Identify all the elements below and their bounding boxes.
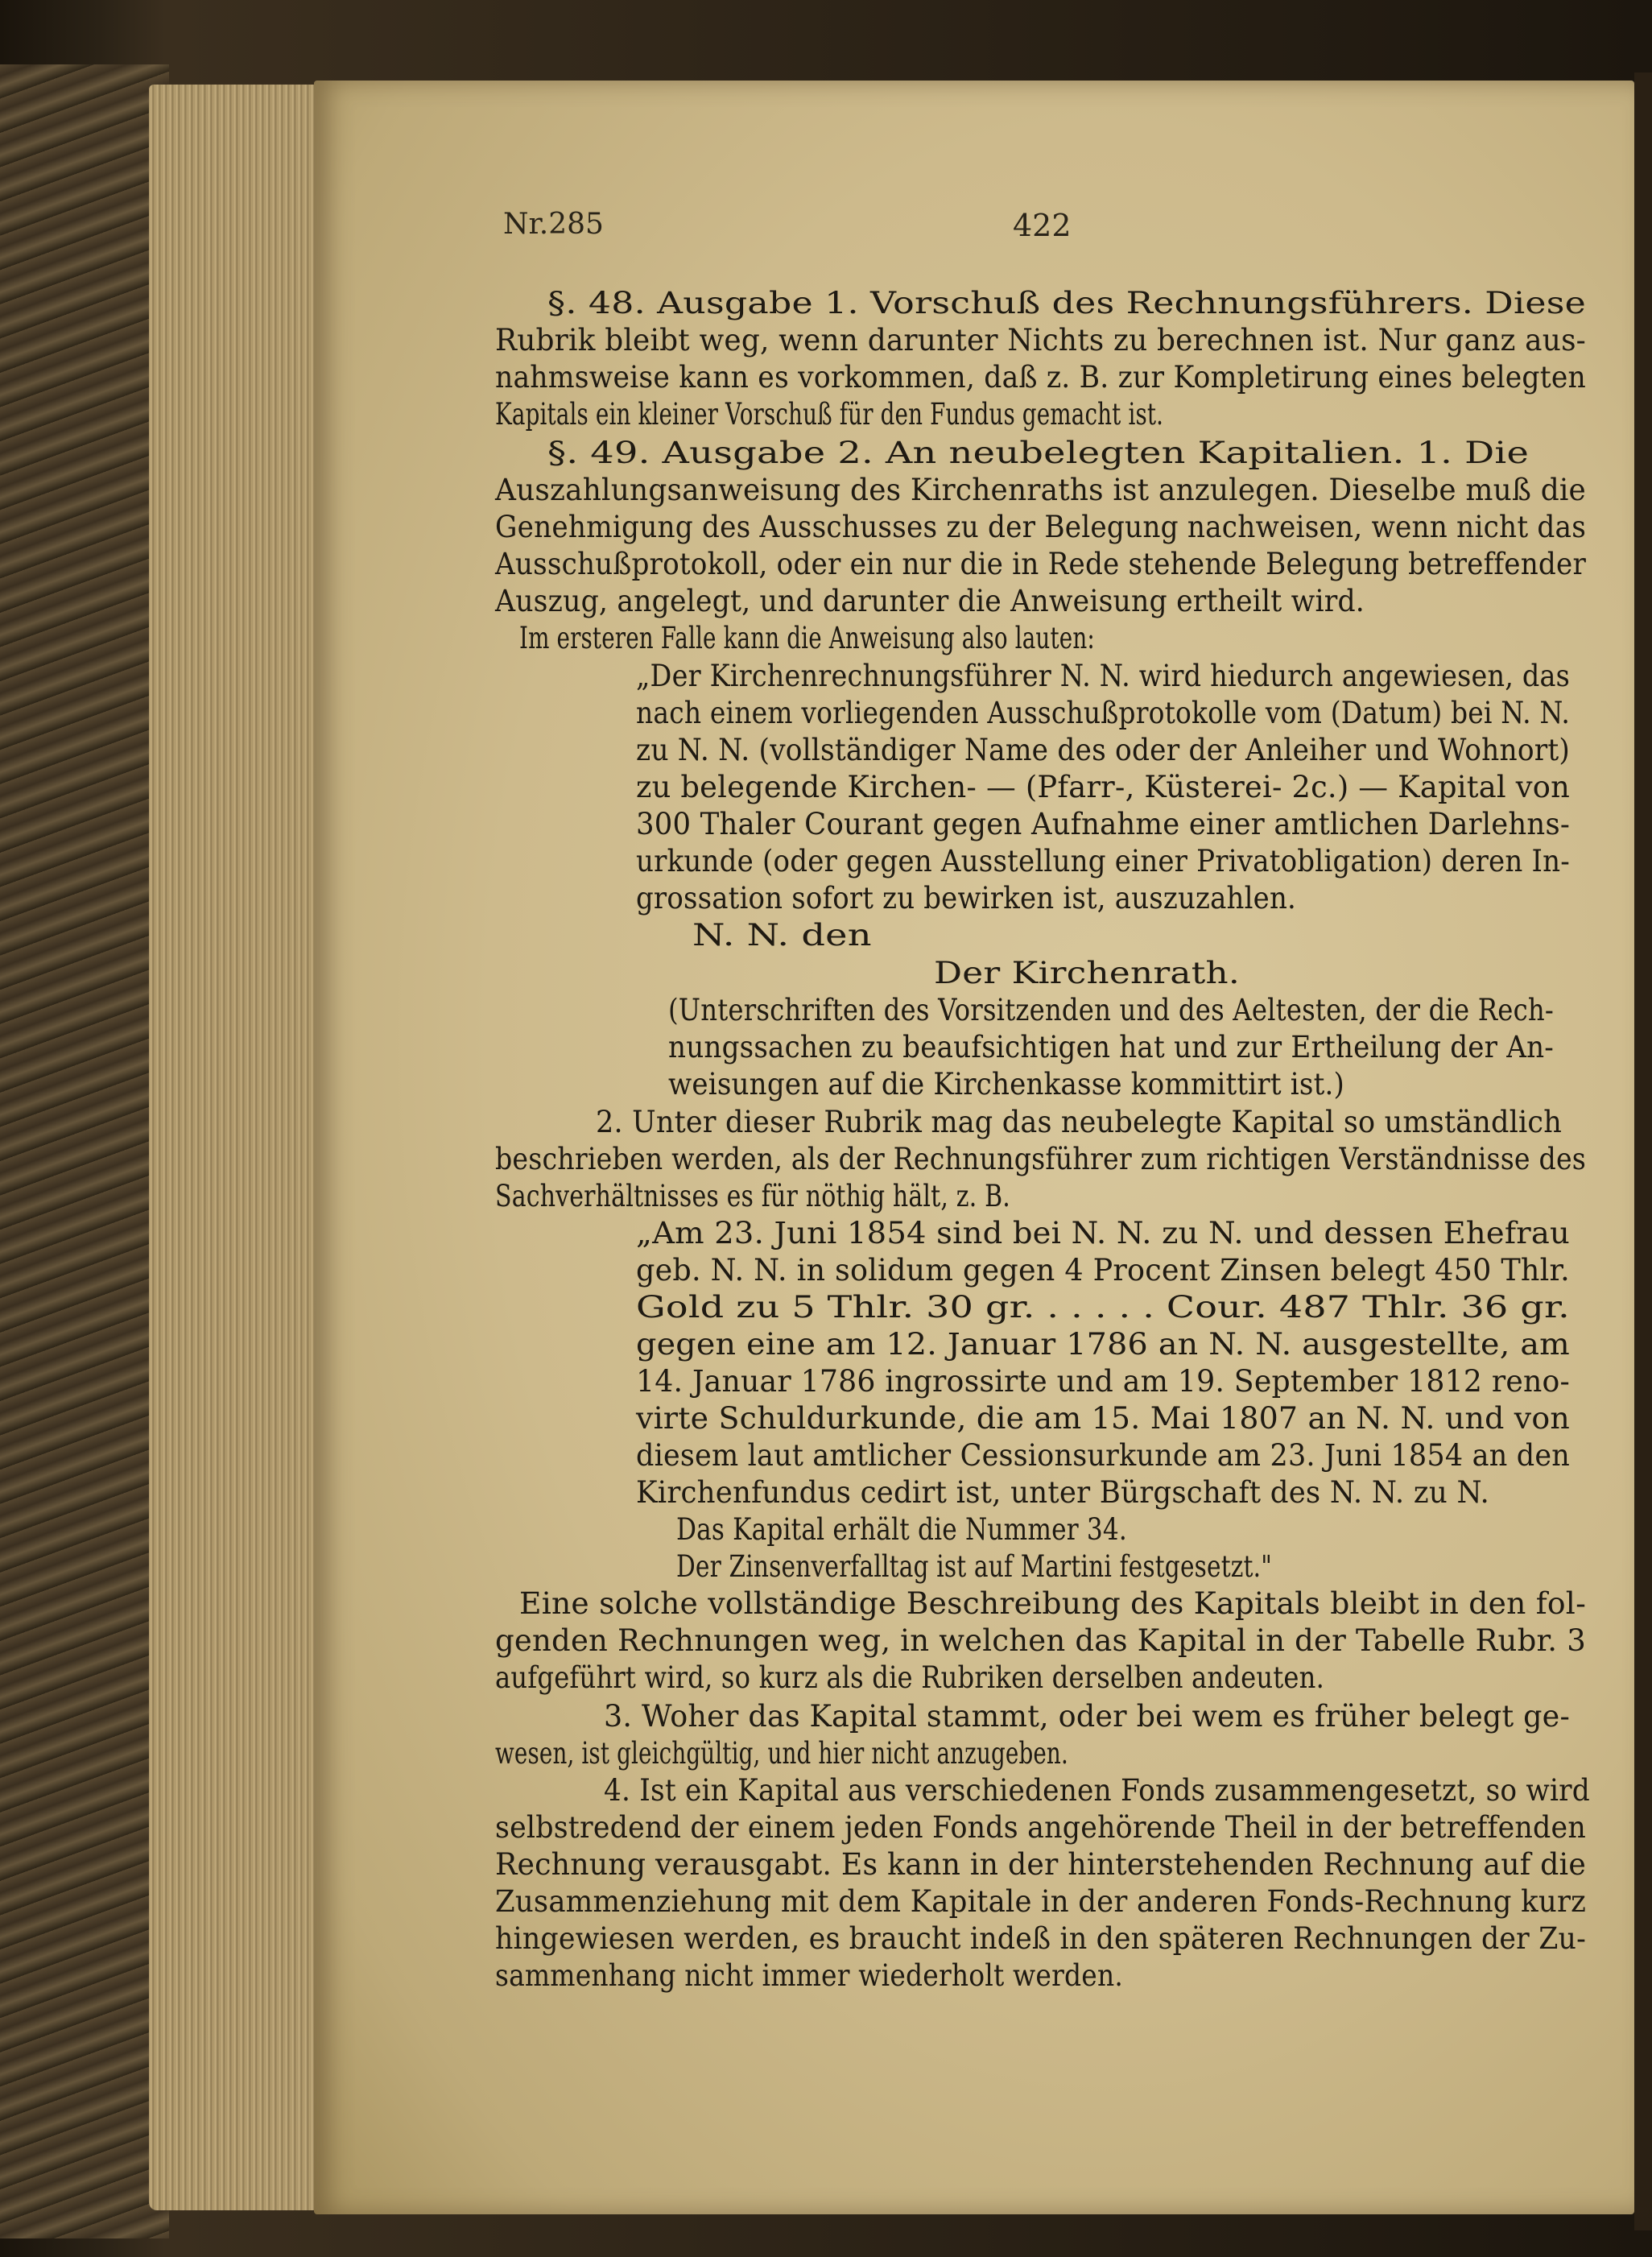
text-line: hingewiesen werden, es braucht indeß in den späteren Rechnungen der Zu-	[495, 1921, 1586, 1956]
text-line: „Der Kirchenrechnungsführer N. N. wird hiedurch angewiesen, das	[636, 659, 1570, 693]
text-line: „Am 23. Juni 1854 sind bei N. N. zu N. und dessen Ehefrau	[636, 1216, 1570, 1250]
text-line: 300 Thaler Courant gegen Aufnahme einer amtlichen Darlehns-	[636, 807, 1570, 841]
text-line: 3. Woher das Kapital stammt, oder bei wem es früher belegt ge-	[604, 1699, 1570, 1734]
text-line: 14. Januar 1786 ingrossirte und am 19. September 1812 reno-	[636, 1364, 1570, 1399]
text-line: beschrieben werden, als der Rechnungsführer zum richtigen Verständnisse des	[495, 1142, 1586, 1176]
text-line: nahmsweise kann es vorkommen, daß z. B. zur Kompletirung eines belegten	[495, 360, 1586, 395]
text-line: Genehmigung des Ausschusses zu der Belegung nachweisen, wenn nicht das	[495, 510, 1586, 544]
text-line: Auszahlungsanweisung des Kirchenraths ist anzulegen. Dieselbe muß die	[495, 473, 1586, 507]
text-line: wesen, ist gleichgültig, und hier nicht anzugeben.	[495, 1736, 1068, 1771]
text-line: N. N. den	[692, 918, 872, 953]
text-line: nungssachen zu beaufsichtigen hat und zur Ertheilung der An-	[668, 1030, 1554, 1064]
text-line: gegen eine am 12. Januar 1786 an N. N. ausgestellte, am	[636, 1327, 1570, 1362]
text-line: Auszug, angelegt, und darunter die Anweisung ertheilt wird.	[495, 584, 1365, 618]
text-line: Der Kirchenrath.	[934, 956, 1240, 990]
text-line: §. 48. Ausgabe 1. Vorschuß des Rechnungsführers. Diese	[547, 286, 1586, 320]
text-line: Kapitals ein kleiner Vorschuß für den Fundus gemacht ist.	[495, 397, 1164, 432]
text-line: Gold zu 5 Thlr. 30 gr. . . . . . Cour. 487 Thlr. 36 gr.	[636, 1290, 1570, 1325]
text-line: Eine solche vollständige Beschreibung des Kapitals bleibt in den fol-	[519, 1586, 1586, 1621]
text-line: Rubrik bleibt weg, wenn darunter Nichts zu berechnen ist. Nur ganz aus-	[495, 323, 1586, 358]
text-line: Der Zinsenverfalltag ist auf Martini festgesetzt."	[676, 1549, 1272, 1584]
text-line: grossation sofort zu bewirken ist, auszuzahlen.	[636, 881, 1296, 916]
text-line: genden Rechnungen weg, in welchen das Kapital in der Tabelle Rubr. 3	[495, 1623, 1586, 1658]
page-number: 422	[1013, 208, 1072, 243]
text-line: Zusammenziehung mit dem Kapitale in der anderen Fonds-Rechnung kurz	[495, 1884, 1586, 1919]
book-cover-marbled	[0, 64, 169, 2238]
text-line: (Unterschriften des Vorsitzenden und des Aeltesten, der die Rech-	[668, 993, 1554, 1027]
text-line: weisungen auf die Kirchenkasse kommittirt ist.)	[668, 1067, 1344, 1102]
text-line: aufgeführt wird, so kurz als die Rubriken derselben andeuten.	[495, 1660, 1324, 1695]
text-line: Das Kapital erhält die Nummer 34.	[676, 1512, 1127, 1547]
text-line: zu N. N. (vollständiger Name des oder der Anleiher und Wohnort)	[636, 733, 1570, 767]
text-line: Sachverhältnisses es für nöthig hält, z. B.	[495, 1179, 1010, 1213]
text-line: nach einem vorliegenden Ausschußprotokolle vom (Datum) bei N. N.	[636, 696, 1570, 730]
text-line: urkunde (oder gegen Ausstellung einer Privatobligation) deren In-	[636, 844, 1570, 878]
right-edge	[1634, 72, 1652, 2230]
text-line: geb. N. N. in solidum gegen 4 Procent Zinsen belegt 450 Thlr.	[636, 1253, 1570, 1288]
text-line: selbstredend der einem jeden Fonds angehörende Theil in der betreffenden	[495, 1810, 1586, 1845]
text-line: §. 49. Ausgabe 2. An neubelegten Kapitalien. 1. Die	[547, 436, 1530, 470]
page-header-number: Nr.285	[503, 208, 604, 241]
text-line: Kirchenfundus cedirt ist, unter Bürgschaft des N. N. zu N.	[636, 1475, 1489, 1510]
text-line: Im ersteren Falle kann die Anweisung also lauten:	[519, 621, 1095, 655]
text-line: Ausschußprotokoll, oder ein nur die in Rede stehende Belegung betreffender	[495, 547, 1586, 581]
page-edges	[149, 85, 342, 2210]
text-line: 2. Unter dieser Rubrik mag das neubelegte Kapital so umständlich	[596, 1105, 1562, 1139]
text-line: zu belegende Kirchen- — (Pfarr-, Küsterei- 2c.) — Kapital von	[636, 770, 1570, 804]
text-line: virte Schuldurkunde, die am 15. Mai 1807 an N. N. und von	[636, 1401, 1570, 1436]
text-line: Rechnung verausgabt. Es kann in der hinterstehenden Rechnung auf die	[495, 1847, 1586, 1882]
text-line: sammenhang nicht immer wiederholt werden.	[495, 1958, 1123, 1993]
text-line: 4. Ist ein Kapital aus verschiedenen Fonds zusammengesetzt, so wird	[604, 1773, 1590, 1808]
text-line: diesem laut amtlicher Cessionsurkunde am 23. Juni 1854 an den	[636, 1438, 1570, 1473]
